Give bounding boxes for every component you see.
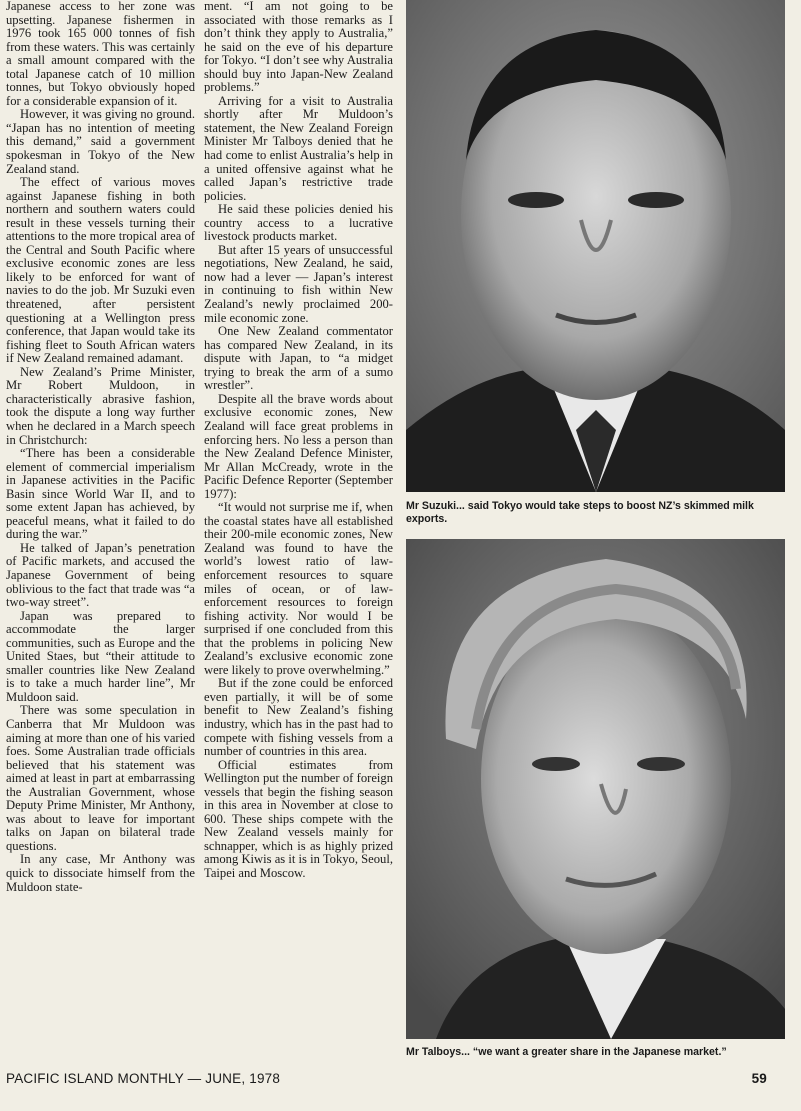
article-paragraph: “It would not surprise me if, when the coastal states have all established their 200-mile economic zones, New Zealand was found to have the world’s lowest ratio of law-enforcement resources to square miles of ocean, or of law-enforcement resources to foreign fishing activity. Nor would I be surprised if one concluded from this that the problems in policing New Zealand’s exclusive economic zone were likely to prove overwhelming.”: [204, 500, 393, 677]
caption-suzuki: Mr Suzuki... said Tokyo would take steps to boost NZ’s skimmed milk exports.: [406, 500, 754, 525]
article-paragraph: Despite all the brave words about exclusive economic zones, New Zealand will face great problems in enforcing hers. No less a person than the New Zealand Defence Minister, Mr Allan McCready, wrote in the Pacific Defence Reporter (September 1977):: [204, 391, 393, 501]
article-paragraph: Arriving for a visit to Australia shortly after Mr Muldoon’s statement, the New Zealand Foreign Minister Mr Talboys denied that he had come to enlist Australia’s help in a united offensive against what he called Japan’s restrictive trade policies.: [204, 93, 393, 203]
article-paragraph: But after 15 years of unsuccessful negotiations, New Zealand, he said, now had a lever — Japan’s interest in continuing to fish within New Zealand’s newly proclaimed 200-mile economic zone.: [204, 242, 393, 325]
article-paragraph: But if the zone could be enforced even partially, it will be of some benefit to New Zealand’s fishing industry, which has in the past had to compete with fishing vessels from a number of countries in this area.: [204, 676, 393, 759]
article-paragraph: However, it was giving no ground. “Japan has no intention of meeting this demand,” said a government spokesman in Tokyo of the New Zealand stand.: [6, 107, 195, 176]
article-paragraph: Official estimates from Wellington put the number of foreign vessels that begin the fishing season in this area in November at close to 600. These ships compete with the New Zealand vessels mainly for schnapper, which is as highly prized among Kiwis as it is in Tokyo, Seoul, Taipei and Moscow.: [204, 757, 393, 880]
article-paragraph: ment. “I am not going to be associated with those remarks as I don’t think they apply to Australia,” he said on the eve of his departure for Tokyo. “I don’t see why Australia should buy into Japan-New Zealand problems.”: [204, 0, 393, 95]
photo-mr-suzuki: [406, 0, 785, 492]
article-column-2: [204, 0, 393, 881]
article-paragraph: “There has been a considerable element of commercial imperialism in Japanese activities in the Pacific Basin since World War II, and to some extent Japan has achieved, by peaceful means, what it failed to do during the war.”: [6, 446, 195, 542]
article-paragraph: One New Zealand commentator has compared New Zealand, in its dispute with Japan, to “a midget trying to break the arm of a sumo wrestler”.: [204, 324, 393, 393]
caption-talboys: Mr Talboys... “we want a greater share in the Japanese market.”: [406, 1046, 727, 1058]
article-paragraph: He talked of Japan’s penetration of Pacific markets, and accused the Japanese Government of being oblivious to the fact that trade was “a two-way street”.: [6, 540, 195, 610]
article-paragraph: He said these policies denied his country access to a lucrative livestock products market.: [204, 202, 393, 244]
article-paragraph: The effect of various moves against Japanese fishing in both northern and southern waters could result in these vessels turning their attentions to the more tropical area of the Central and South Pacific where exclusive economic zones are less likely to be enforced for want of navies to do the job. Mr Suzuki even threatened, after persistent questioning at a Wellington press conference, that Japan would take its fishing fleet to South African waters if New Zealand remained adamant.: [6, 175, 195, 366]
photo-mr-talboys: [406, 539, 785, 1039]
article-paragraph: There was some speculation in Canberra that Mr Muldoon was aiming at more than one of his varied foes. Some Australian trade officials believed that his statement was aimed at least in part at embarrassing the Australian Government, whose Deputy Prime Minister, Mr Anthony, was about to leave for important talks on Japan on bilateral trade questions.: [6, 703, 195, 853]
article-paragraph: New Zealand’s Prime Minister, Mr Robert Muldoon, in characteristically abrasive fashion, took the dispute a long way further when he declared in a March speech in Christchurch:: [6, 364, 195, 447]
footer-publication: PACIFIC ISLAND MONTHLY — JUNE, 1978: [6, 1071, 281, 1086]
article-paragraph: Japanese access to her zone was upsetting. Japanese fishermen in 1976 took 165 000 tonnes of fish from these waters. This was certainly a small amount compared with the total Japanese catch of 10 million tonnes, but Tokyo obviously hoped for a considerable expansion of it.: [6, 0, 195, 108]
article-paragraph: Japan was prepared to accommodate the larger communities, such as Europe and the United Staes, but “their attitude to smaller countries like New Zealand is to take a much harder line”, Mr Muldoon said.: [6, 608, 195, 704]
article-paragraph: In any case, Mr Anthony was quick to dissociate himself from the Muldoon state-: [6, 852, 195, 894]
page-number: 59: [751, 1071, 767, 1086]
article-column-1: [6, 0, 195, 894]
